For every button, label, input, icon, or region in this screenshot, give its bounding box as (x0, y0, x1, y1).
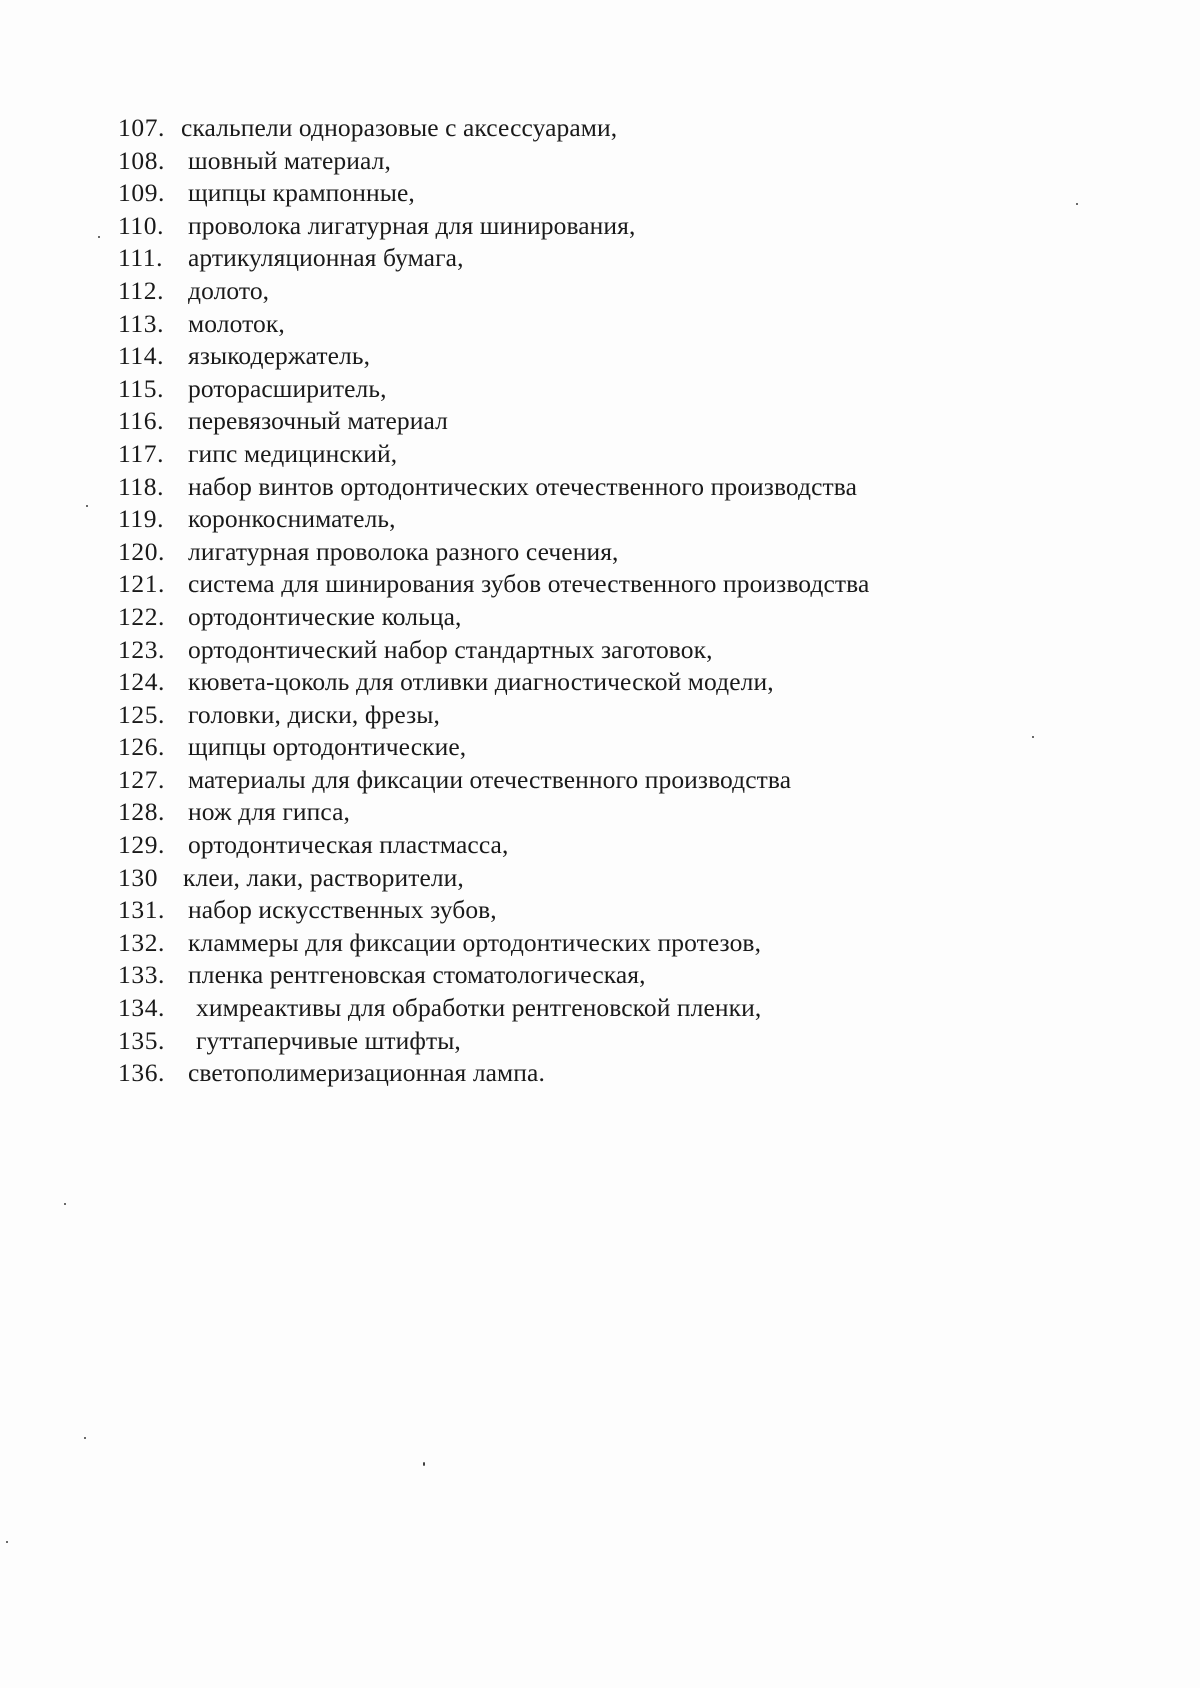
item-text: клеи, лаки, растворители, (183, 862, 464, 892)
item-text: шовный материал, (188, 145, 391, 175)
item-text: щипцы ортодонтические, (188, 732, 467, 762)
list-item (118, 568, 869, 601)
item-text: головки, диски, фрезы, (188, 699, 440, 729)
item-text: материалы для фиксации отечественного производства (188, 764, 792, 794)
item-text: лигатурная проволока разного сечения, (188, 536, 619, 566)
list-item (118, 145, 869, 178)
item-number: 111. (118, 243, 164, 273)
list-item (118, 829, 869, 862)
item-text: проволока лигатурная для шинирования, (188, 210, 636, 240)
item-number: 118. (118, 471, 165, 501)
item-text: ортодонтическая пластмасса, (188, 830, 509, 860)
item-text: нож для гипса, (188, 797, 351, 827)
list-item (118, 471, 869, 504)
item-text: кламмеры для фиксации ортодонтических протезов, (188, 927, 762, 957)
item-text: система для шинирования зубов отечественного производства (188, 569, 870, 599)
item-text: артикуляционная бумага, (188, 243, 464, 273)
list-item (118, 373, 869, 406)
scan-speck (84, 1437, 86, 1439)
item-number: 130 (118, 862, 159, 892)
list-item (118, 177, 869, 210)
item-text: коронкосниматель, (188, 504, 396, 534)
item-text: гуттаперчивые штифты, (196, 1025, 461, 1055)
item-number: 116. (118, 406, 165, 436)
item-number: 114. (118, 341, 165, 371)
item-text: гипс медицинский, (188, 438, 398, 468)
item-number: 126. (118, 732, 166, 762)
item-text: набор искусственных зубов, (188, 895, 497, 925)
list-item (118, 308, 869, 341)
scan-speck (1076, 203, 1078, 205)
list-item (118, 210, 869, 243)
item-text: пленка рентгеновская стоматологическая, (188, 960, 646, 990)
item-number: 121. (118, 569, 166, 599)
list-item (118, 731, 869, 764)
item-number: 125. (118, 699, 166, 729)
item-number: 135. (118, 1025, 166, 1055)
item-text: химреактивы для обработки рентгеновской пленки, (196, 993, 762, 1023)
list-item (118, 634, 869, 667)
list-item (118, 112, 869, 145)
item-text: щипцы крампонные, (188, 178, 415, 208)
list-item (118, 699, 869, 732)
item-text: ортодонтические кольца, (188, 601, 462, 631)
scan-speck (1032, 736, 1034, 738)
item-text: языкодержатель, (188, 341, 371, 371)
list-item (118, 536, 869, 569)
item-number: 122. (118, 601, 166, 631)
item-number: 136. (118, 1058, 166, 1088)
item-text: скальпели одноразовые с аксессуарами, (181, 113, 618, 142)
item-number: 108. (118, 145, 166, 175)
scan-speck (6, 1541, 8, 1543)
item-number: 129. (118, 830, 166, 860)
list-item (118, 503, 869, 536)
scan-speck (86, 505, 88, 507)
item-text: набор винтов ортодонтических отечественного производства (188, 471, 858, 501)
list-item (118, 601, 869, 634)
item-number: 132. (118, 927, 166, 957)
item-number: 110. (118, 210, 165, 240)
list-item (118, 242, 869, 275)
item-number: 124. (118, 667, 166, 697)
list-item (118, 959, 869, 992)
list-item (118, 894, 869, 927)
item-number: 120. (118, 536, 166, 566)
item-number: 115. (118, 373, 165, 403)
item-number: 119. (118, 504, 165, 534)
list-item (118, 927, 869, 960)
list-item (118, 340, 869, 373)
item-number: 123. (118, 634, 166, 664)
item-text: кювета-цоколь для отливки диагностической модели, (188, 667, 774, 697)
item-number: 112. (118, 275, 165, 305)
item-number: 107. (118, 113, 166, 142)
list-item (118, 438, 869, 471)
item-number: 133. (118, 960, 166, 990)
list-item (118, 862, 869, 895)
item-number: 109. (118, 178, 166, 208)
item-text: перевязочный материал (188, 406, 448, 436)
item-text: долото, (188, 275, 270, 305)
list-item (118, 666, 869, 699)
item-text: роторасширитель, (188, 373, 387, 403)
item-number: 127. (118, 764, 166, 794)
item-text: ортодонтический набор стандартных заготовок, (188, 634, 713, 664)
item-number: 131. (118, 895, 166, 925)
list-item (118, 275, 869, 308)
scan-speck (98, 236, 100, 238)
equipment-list (118, 112, 869, 1090)
list-item (118, 405, 869, 438)
item-number: 128. (118, 797, 166, 827)
list-item (118, 796, 869, 829)
list-item (118, 992, 869, 1025)
item-number: 113. (118, 308, 165, 338)
list-item (118, 764, 869, 797)
scan-speck (423, 1462, 425, 1466)
item-number: 117. (118, 438, 165, 468)
list-item (118, 1025, 869, 1058)
item-number: 134. (118, 993, 166, 1023)
item-text: молоток, (188, 308, 285, 338)
list-item (118, 1057, 869, 1090)
scan-speck (64, 1203, 66, 1205)
item-text: светополимеризационная лампа. (188, 1058, 545, 1088)
